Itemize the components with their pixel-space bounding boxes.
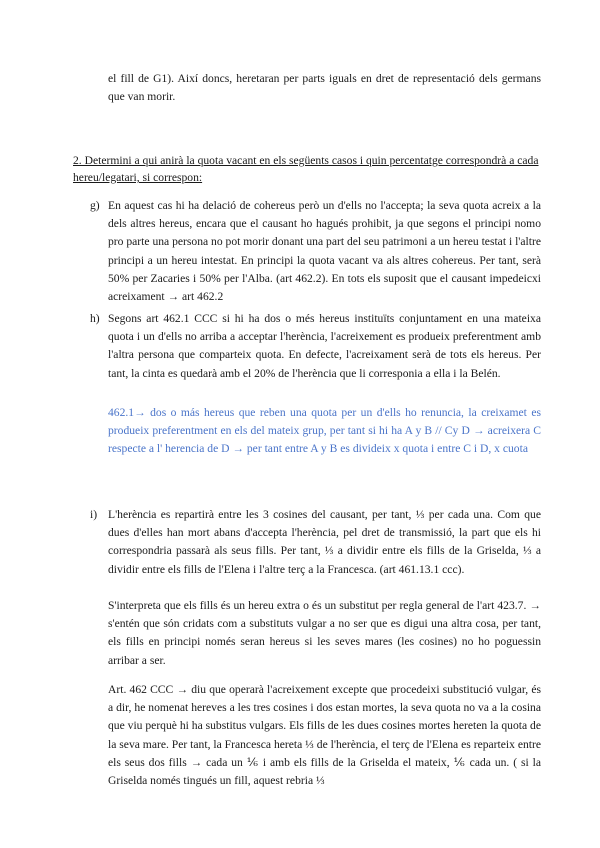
- item-i-paragraph-3: Art. 462 CCC → diu que operarà l'acreixement excepte que procedeixi substitució vulgar, és a dir, he nomenat hereves a les tres cosines i dos estan mortes, la seva quota no va a la cosina que viu perquè hi ha substitus vulgars. Els fills de les dues cosines mortes hereten la quota de la seva mare. Per tant, la Francesca hereta ⅓ de l'herència, el terç de l'Elena es reparteix entre els seus dos fills → cada un ⅙ i amb els fills de la Griselda el mateix, ⅙ cada un. ( si la Griselda només tingués un fill, aquest rebria ⅓: [108, 683, 541, 788]
- item-i-paragraph-1: L'herència es repartirà entre les 3 cosines del causant, per tant, ⅓ per cada una. Com que dues d'elles han mort abans d'accepta l'herència, pel dret de transmissió, la part que els hi correspondria passarà als seus fills. Per tant, ⅓ a dividir entre els fills de la Griselda, ⅓ a dividir entre els fills de l'Elena i l'altre terç a la Francesca. (art 461.13.1 ccc).: [108, 508, 541, 576]
- item-h-note: 462.1→ dos o más hereus que reben una quota per un d'ells ho renuncia, la creixamet es produeix preferentment en els del mateix grup, per tant si hi ha A y B // Cy D → acreixera C respecte a l' herencia de D → per tant entre A y B es divideix x quota i entre C i D, x cuota: [108, 406, 541, 456]
- item-g-paragraph: En aquest cas hi ha delació de cohereus però un d'ells no l'accepta; la seva quota acreix a la dels altres hereus, encara que el causant ho hagués prohibit, ja que segons el principi nomo pro parte una persona no pot morir donant una part del seu patrimoni a un hereu testat i l'altre principi a un hereu intestat. En principi la quota vacant va als altres cohereus. Per tant, serà 50% per Zacaries i 50% per l'Alba. (art 462.2). En tots els suposit que el causant impedeicxi acreixament → art 462.2: [108, 199, 541, 304]
- item-marker-g: g): [90, 199, 100, 212]
- item-marker-i: i): [90, 508, 98, 521]
- item-h-paragraph: Segons art 462.1 CCC si hi ha dos o més hereus instituïts conjuntament en una mateixa quota i un d'ells no arriba a acceptar l'herència, l'acreixement es produeix preferentment amb l'altra persona que comparteix quota. En defecte, l'acreixament serà de tots els hereus. Per tant, la cinta es quedarà amb el 20% de l'herència que li corresponia a ella i la Belén.: [108, 312, 541, 380]
- intro-paragraph: el fill de G1). Així doncs, heretaran per parts iguals en dret de representació dels germans que van morir.: [108, 72, 541, 104]
- item-i-paragraph-2: S'interpreta que els fills és un hereu extra o és un substitut per regla general de l'art 423.7. → s'entén que són cridats com a substituts vulgar a no ser que es digui una altra cosa, per tant, els fills en principi només seran hereus si les seves mares (les cosines) no ho poguessin arribar a ser.: [108, 599, 541, 667]
- section-heading: 2. Determini a qui anirà la quota vacant en els següents casos i quin percentatge correspondrà a cada hereu/legatari, si correspon:: [73, 154, 539, 184]
- item-marker-h: h): [90, 312, 100, 325]
